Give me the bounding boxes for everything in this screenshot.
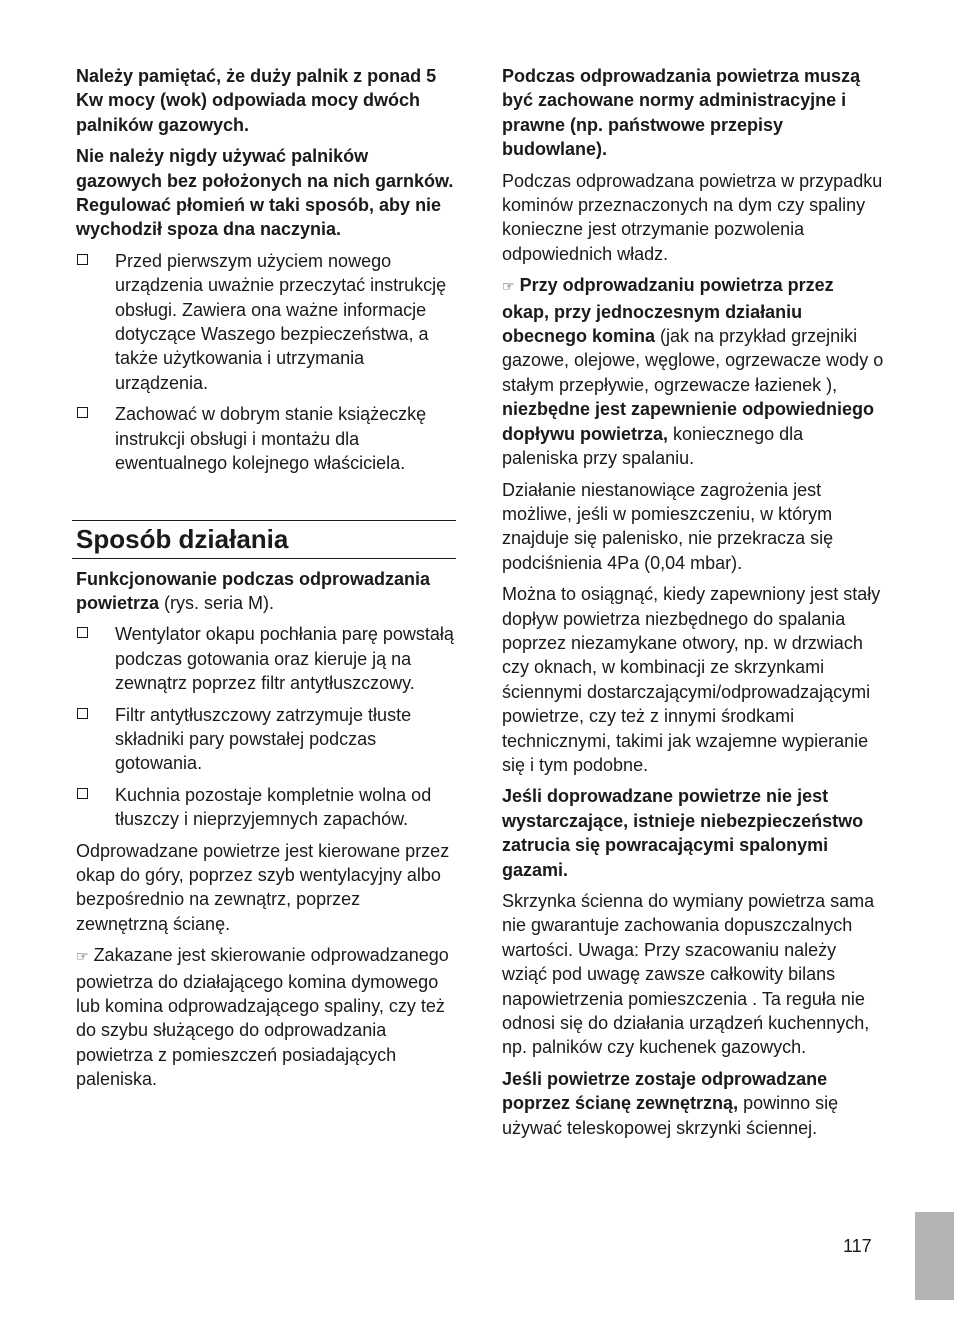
- page-number: 117: [843, 1236, 872, 1256]
- checkbox-bullet-icon: [77, 627, 88, 638]
- checkbox-bullet-icon: [77, 254, 88, 265]
- list-item-text: Przed pierwszym użyciem nowego urządzenia uważnie przeczytać instrukcję obsługi. Zawiera ona ważne informacje dotyczące Waszego bezpieczeństwa, a także użytkowania i utrzymania urządzenia.: [115, 250, 447, 393]
- function-heading: Funkcjonowanie podczas odprowadzania powietrza: [76, 568, 431, 613]
- air-supply-text-2: koniecznego dla paleniska przy spalaniu.: [502, 423, 804, 469]
- telescopic-text: powinno się używać teleskopowej skrzynki ściennej.: [502, 1093, 839, 1138]
- pointing-hand-icon: ☞: [76, 949, 89, 966]
- list-item: [76, 703, 456, 776]
- paragraph-wall-box: Skrzynka ścienna do wymiany powietrza sama nie gwarantuje zachowania dopuszczalnych wartości. Uwaga: Przy szacowaniu należy wziąć pod uwagę zawsze całkowity bilans napowietrzenia pomieszczenia . Ta reguła nie odnosi się do działania urządzeń kuchennych, np. palników czy kuchenek gazowych.: [502, 891, 875, 1058]
- paragraph-telescopic: [502, 1067, 884, 1140]
- paragraph-exhaust-direction: Odprowadzane powietrze jest kierowane przez okap do góry, poprzez szyb wentylacyjny albo bezpośrednio na zewnątrz, poprzez zewnętrzną ścianę.: [76, 840, 450, 934]
- section-header: [72, 520, 456, 559]
- left-column: [76, 64, 456, 1099]
- list-item-text: Wentylator okapu pochłania parę powstałą podczas gotowania oraz kieruje ją na zewnątrz poprzez filtr antytłuszczowy.: [115, 624, 454, 694]
- paragraph-regulations: Podczas odprowadzania powietrza muszą być zachowane normy administracyjne i prawne (np. państwowe przepisy budowlane).: [502, 66, 861, 160]
- list-item: [76, 783, 456, 832]
- paragraph-air-supply: [502, 273, 884, 470]
- section-title: Sposób działania: [76, 523, 289, 554]
- paragraph-permission: Podczas odprowadzana powietrza w przypadku kominów przeznaczonych na dym czy spaliny konieczne jest otrzymanie pozwolenia odpowiednich władz.: [502, 170, 883, 264]
- checkbox-bullet-icon: [77, 407, 88, 418]
- paragraph-function-intro: [76, 567, 456, 616]
- paragraph-wok-warning: Należy pamiętać, że duży palnik z ponad 5 Kw mocy (wok) odpowiada mocy dwóch palników gazowych.: [76, 66, 437, 135]
- paragraph-chimney-prohibition: [76, 943, 456, 1091]
- function-reference: (rys. seria M).: [159, 592, 275, 613]
- list-item: [76, 249, 456, 395]
- chimney-prohibition-text: Zakazane jest skierowanie odprowadzanego powietrza do działającego komina dymowego lub komina odprowadzającego spaliny, czy też do szybu służącego do odprowadzania powietrza z pomieszczeń posiadających paleniska.: [76, 945, 449, 1090]
- list-item-text: Kuchnia pozostaje kompletnie wolna od tłuszczy i nieprzyjemnych zapachów.: [115, 784, 432, 830]
- paragraph-pressure: Działanie niestanowiące zagrożenia jest możliwe, jeśli w pomieszczeniu, w którym znajduje się palenisko, nie przekracza się podciśnienia 4Pa (0,04 mbar).: [502, 479, 834, 573]
- list-item-text: Zachować w dobrym stanie książeczkę instrukcji obsługi i montażu dla ewentualnego kolejnego właściciela.: [115, 404, 427, 474]
- list-item: [76, 402, 456, 475]
- list-item: [76, 622, 456, 695]
- pointing-hand-icon: ☞: [502, 279, 515, 296]
- checkbox-bullet-icon: [77, 708, 88, 719]
- paragraph-ventilation-means: Można to osiągnąć, kiedy zapewniony jest stały dopływ powietrza niezbędnego do spalania poprzez niezamykane otwory, np. w drzwiach czy oknach, w kombinacji ze skrzynkami ściennymi dostarczającymi/odprowadzającymi powietrze, czy też z innymi środkami technicznymi, takimi jak wzajemne wypieranie się i tym podobne.: [502, 584, 881, 775]
- air-supply-text-1: (jak na przykład grzejniki gazowe, olejowe, węglowe, ogrzewacze wody o stałym przepływie, ogrzewacze łazienek ),: [502, 326, 884, 395]
- checkbox-bullet-icon: [77, 788, 88, 799]
- right-column: [502, 64, 884, 1147]
- paragraph-poison-warning: Jeśli doprowadzane powietrze nie jest wystarczające, istnieje niebezpieczeństwo zatrucia się powracającymi spalonymi gazami.: [502, 786, 864, 880]
- paragraph-flame-warning: Nie należy nigdy używać palników gazowych bez położonych na nich garnków. Regulować płomień w taki sposób, aby nie wychodził spoza dna naczynia.: [76, 146, 454, 240]
- thumb-index-tab: [915, 1212, 954, 1300]
- air-supply-bold-2: niezbędne jest zapewnienie odpowiedniego dopływu powietrza,: [502, 399, 875, 444]
- telescopic-bold: Jeśli powietrze zostaje odprowadzane poprzez ścianę zewnętrzną,: [502, 1068, 828, 1114]
- list-item-text: Filtr antytłuszczowy zatrzymuje tłuste składniki pary powstałej podczas gotowania.: [115, 704, 412, 774]
- air-supply-bold-1: Przy odprowadzaniu powietrza przez okap, przy jednoczesnym działaniu obecnego komina: [502, 275, 834, 347]
